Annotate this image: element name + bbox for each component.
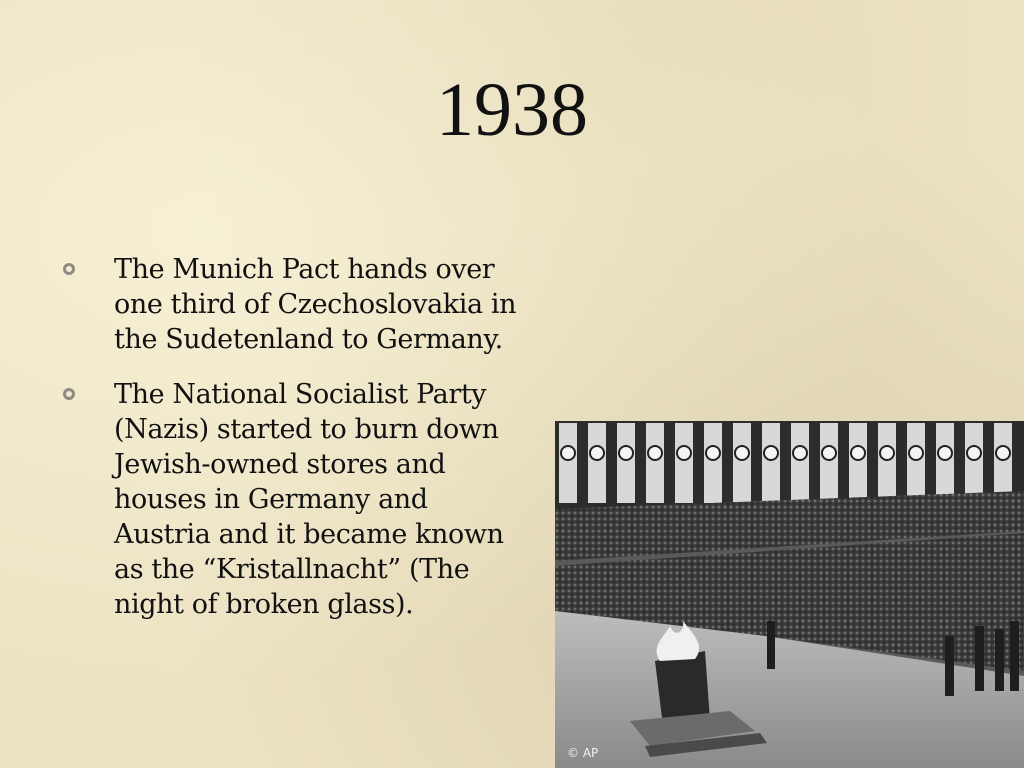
bullet-item	[60, 377, 530, 622]
photo-credit: © AP	[567, 746, 599, 760]
slide-title: 1938	[436, 68, 588, 152]
bullet-text: The Munich Pact hands over one third of Czechoslovakia in the Sudetenland to Germany.	[114, 254, 517, 355]
rally-photo	[555, 421, 1024, 768]
bullet-text: The National Socialist Party (Nazis) started to burn down Jewish-owned stores and houses in Germany and Austria and it became known as the “Kristallnacht” (The night of broken glass).	[114, 379, 504, 620]
bullet-list	[60, 252, 530, 642]
bullet-item	[60, 252, 530, 357]
rally-photo-graphic	[555, 421, 1024, 768]
circle-bullet-icon	[63, 263, 75, 275]
circle-bullet-icon	[63, 388, 75, 400]
